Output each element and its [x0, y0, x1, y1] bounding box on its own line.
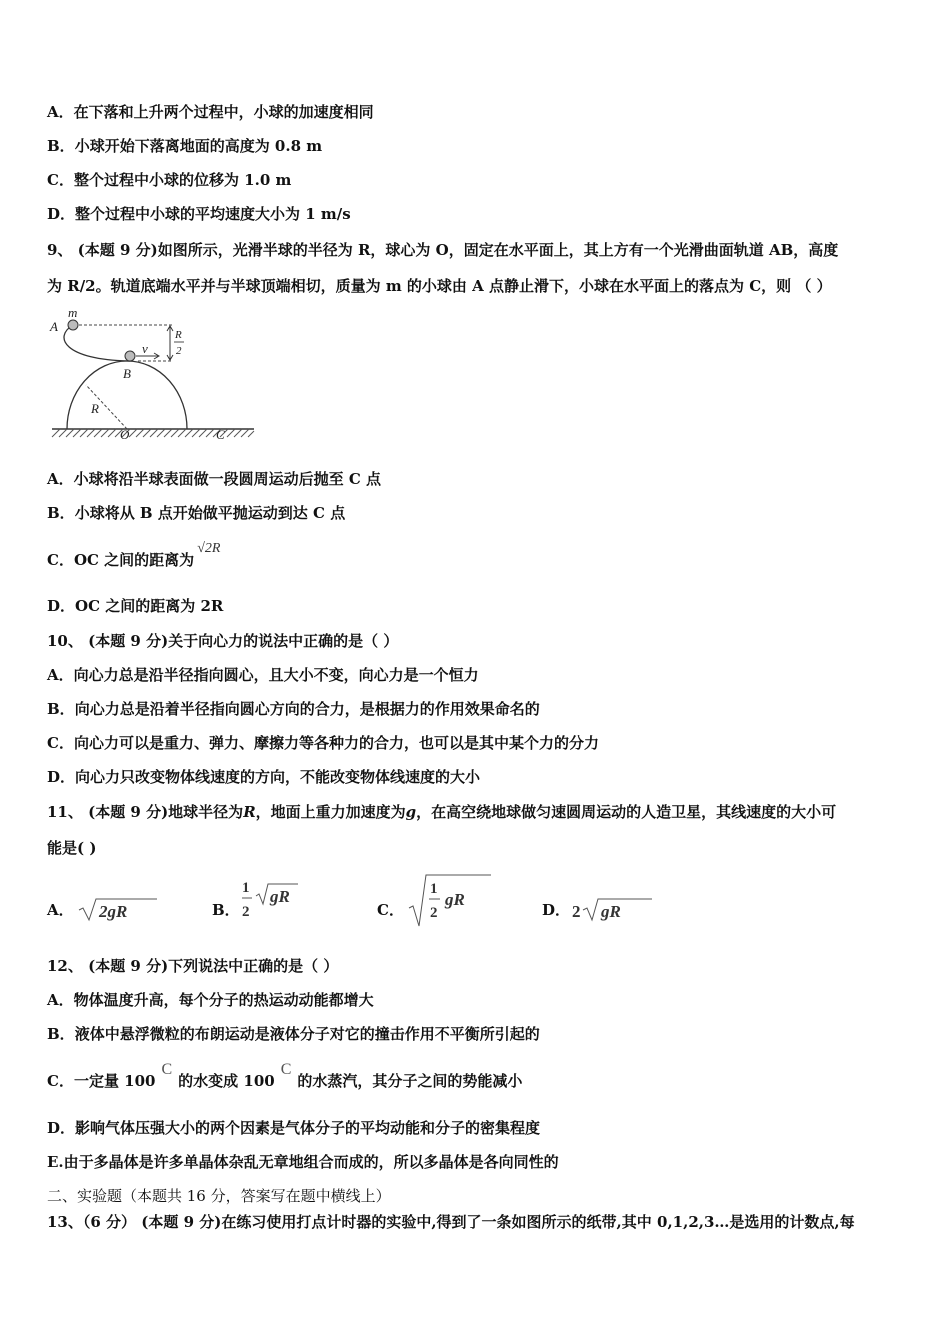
q10-option-c: C．向心力可以是重力、弹力、摩擦力等各种力的合力，也可以是其中某个力的分力 [47, 734, 599, 752]
label-r-num: R [175, 329, 182, 341]
q8-option-b: B．小球开始下落离地面的高度为 0.8 m [47, 137, 323, 155]
q10-option-b: B．向心力总是沿着半径指向圆心方向的合力，是根据力的作用效果命名的 [47, 700, 540, 718]
q13-stem: 13、（6 分） (本题 9 分)在练习使用打点计时器的实验中,得到了一条如图所示的纸带,其中 0,1,2,3…是选用的计数点,每 [47, 1213, 855, 1231]
svg-text:gR: gR [445, 890, 465, 909]
q12-option-b: B．液体中悬浮微粒的布朗运动是液体分子对它的撞击作用不平衡所引起的 [47, 1025, 540, 1043]
q11-option-a: A． 2gR [47, 872, 197, 932]
ball-a [68, 320, 78, 330]
degree-c-symbol: C [161, 1061, 173, 1078]
section-heading: 二、实验题（本题共 16 分，答案写在题中横线上） [47, 1187, 391, 1205]
svg-text:2: 2 [242, 904, 250, 920]
q12-option-a: A．物体温度升高，每个分子的热运动动能都增大 [47, 991, 374, 1009]
q10-option-a: A．向心力总是沿半径指向圆心，且大小不变，向心力是一个恒力 [47, 666, 479, 684]
svg-text:1: 1 [242, 880, 250, 896]
q9-option-a: A．小球将沿半球表面做一段圆周运动后抛至 C 点 [47, 470, 382, 488]
q11-stem-line1: 11、 (本题 9 分)地球半径为R，地面上重力加速度为g，在高空绕地球做匀速圆周运动的人造卫星，其线速度的大小可 [47, 803, 837, 821]
q11-option-d: D． 2 gR [542, 872, 692, 932]
q11-option-b: B． 1 2 gR [212, 872, 362, 932]
q9-stem-line1: 9、 (本题 9 分)如图所示，光滑半球的半径为 R，球心为 O，固定在水平面上，其上方有一个光滑曲面轨道 AB，高度 [47, 241, 839, 259]
q9-stem-line2: 为 R/2。轨道底端水平并与半球顶端相切，质量为 m 的小球由 A 点静止滑下，小球在水平面上的落点为 C，则 （ ） [47, 277, 832, 295]
label-r-den: 2 [176, 345, 182, 357]
label-b: B [123, 366, 131, 381]
q10-stem: 10、 (本题 9 分)关于向心力的说法中正确的是（ ） [47, 632, 399, 650]
q10-option-d: D．向心力只改变物体线速度的方向，不能改变物体线速度的大小 [47, 768, 481, 786]
svg-text:1: 1 [430, 881, 438, 897]
svg-text:2gR: 2gR [99, 902, 128, 921]
label-c: C [216, 427, 225, 442]
q8-option-a: A．在下落和上升两个过程中，小球的加速度相同 [47, 103, 374, 121]
q12-option-e: E.由于多晶体是许多单晶体杂乱无章地组合而成的，所以多晶体是各向同性的 [47, 1153, 559, 1171]
svg-text:gR: gR [601, 902, 621, 921]
label-a: A [50, 319, 58, 334]
q9-option-b: B．小球将从 B 点开始做平抛运动到达 C 点 [47, 504, 346, 522]
label-v: v [142, 341, 148, 356]
q11-options [47, 872, 907, 932]
sqrt-half-gr-formula [407, 872, 507, 932]
sqrt2r-formula: √2R [197, 541, 221, 556]
q8-option-c: C．整个过程中小球的位移为 1.0 m [47, 171, 292, 189]
q9-option-c: C．OC 之间的距离为√2R [47, 541, 221, 569]
q9-option-d: D．OC 之间的距离为 2R [47, 597, 224, 615]
label-r: R [91, 401, 99, 416]
label-m: m [68, 305, 78, 320]
q12-stem: 12、 (本题 9 分)下列说法中正确的是（ ） [47, 957, 339, 975]
q8-option-d: D．整个过程中小球的平均速度大小为 1 m/s [47, 205, 351, 223]
svg-text:gR: gR [270, 887, 290, 906]
svg-text:2: 2 [430, 905, 438, 921]
sqrt-2gr-formula [77, 872, 167, 932]
q11-stem-line2: 能是( ) [47, 839, 97, 857]
ball-b [125, 351, 135, 361]
label-o: O [120, 427, 130, 442]
svg-text:2: 2 [572, 902, 581, 921]
q12-option-d: D．影响气体压强大小的两个因素是气体分子的平均动能和分子的密集程度 [47, 1119, 541, 1137]
half-sqrt-gr-formula [242, 872, 332, 932]
q12-option-c: C．一定量 100C的水变成 100C的水蒸汽，其分子之间的势能减小 [47, 1061, 523, 1090]
two-sqrt-gr-formula [572, 872, 662, 932]
q9-figure [48, 305, 260, 443]
q11-option-c: C． 1 2 gR [377, 872, 537, 932]
degree-c-symbol: C [280, 1061, 292, 1078]
